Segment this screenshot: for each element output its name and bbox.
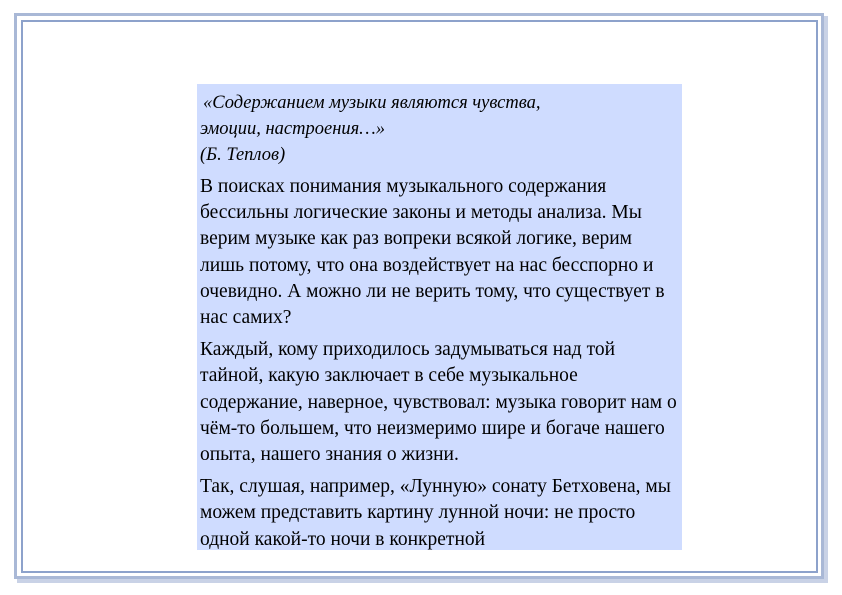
- frame-shadow: [17, 579, 828, 583]
- epigraph-author: (Б. Теплов): [200, 145, 286, 165]
- body-paragraph: В поисках понимания музыкального содержания бессильны логические законы и методы анализа. Мы верим музыке как раз вопреки всякой логике, верим лишь потому, что она воздействует на нас бесспорно и очевидно. А можно ли не верить тому, что существует в нас самих?: [200, 176, 665, 329]
- frame-shadow: [824, 16, 828, 582]
- epigraph-quote-line: эмоции, настроения…»: [200, 119, 385, 139]
- body-paragraph: Так, слушая, например, «Лунную» сонату Бетховена, мы можем представить картину лунной ночи: не просто одной какой-то ночи в конкретной: [200, 476, 671, 550]
- epigraph-quote-line: «Содержанием музыки являются чувства,: [203, 93, 541, 113]
- epigraph: [200, 90, 678, 168]
- text-box[interactable]: [197, 84, 682, 550]
- body-paragraph: Каждый, кому приходилось задумываться над той тайной, какую заключает в себе музыкальное содержание, наверное, чувствовал: музыка говорит нам о чём-то большем, что неизмеримо шире и богаче нашего опыта, нашего знания о жизни.: [200, 339, 677, 466]
